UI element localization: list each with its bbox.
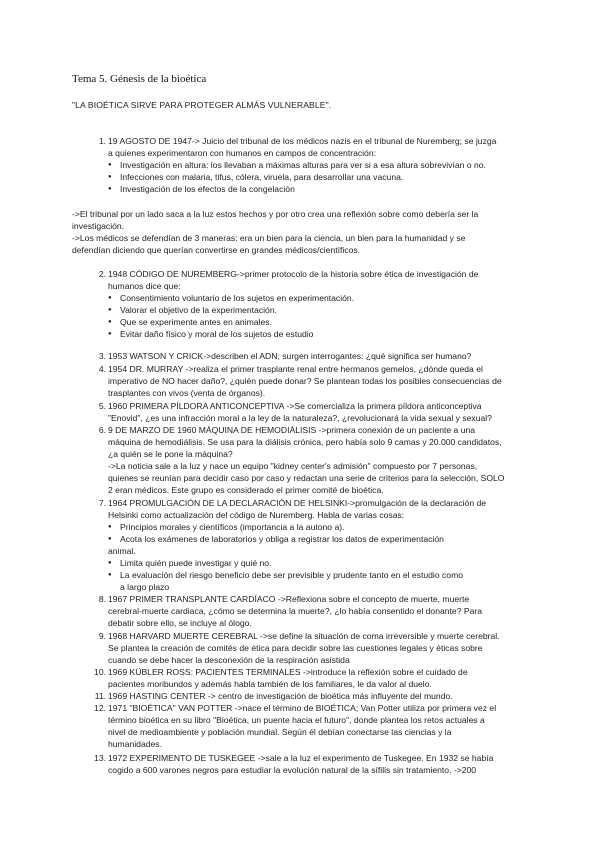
list-item-6 xyxy=(72,424,542,496)
item-text-line: 1972 EXPERIMENTO DE TUSKEGEE ->sale a la luz el experimento de Tuskegee. En 1932 se había xyxy=(108,753,494,763)
item-text-line: 1954 DR. MURRAY ->realiza el primer trasplante renal entre hermanos gemelos, ¿dónde queda el xyxy=(108,364,483,374)
bullet-continuation: a largo plazo xyxy=(120,582,170,592)
bullet-item: ● Que se experimente antes en animales. xyxy=(108,316,542,328)
reflection-paragraph xyxy=(72,208,542,256)
item-number: 8. xyxy=(98,594,106,604)
item-text-line: 19 AGOSTO DE 1947-> Juicio del tribunal de los médicos nazis en el tribunal de Nuremberg; se juzga xyxy=(108,136,497,146)
item-number: 9. xyxy=(98,631,106,641)
item-text-line: 2 eran médicos. Este grupo es considerado el primer comité de bioética. xyxy=(108,485,384,495)
item-text-line: 1948 CÓDIGO DE NUREMBERG->primer protocolo de la historia sobre ética de investigación de xyxy=(108,269,479,279)
item-text-line: ¿a quién se le pone la máquina? xyxy=(108,449,233,459)
item-number: 13. xyxy=(94,753,106,763)
list-item-1 xyxy=(72,135,542,195)
bullet-item: ● Limita quién puede investigar y quié no. xyxy=(108,557,542,569)
item-text-line: imperativo de NO hacer daño?, ¿quién puede donar? Se plantean todas los posibles consecuencias de xyxy=(108,376,502,386)
item-text-line: 1967 PRIMER TRANSPLANTE CARDÍACO ->Reflexiona sobre el concepto de muerte, muerte xyxy=(108,594,470,604)
item-text-line: 1971 "BIOÉTICA" VAN POTTER ->nace el término de BIOÉTICA; Van Potter utiliza por primera vez el xyxy=(108,703,497,713)
item-text-line: 1968 HARVARD MUERTE CEREBRAL ->se define la situación de coma irreversible y muerte cerebral. xyxy=(108,631,500,641)
list-item-5 xyxy=(72,400,542,424)
list-item-2 xyxy=(72,268,542,340)
item-number: 6. xyxy=(98,425,106,435)
quote-line: "LA BIOÉTICA SIRVE PARA PROTEGER ALMÁS VULNERABLE". xyxy=(72,100,332,110)
bullet-item: ● Consentimiento voluntario de los sujetos en experimentación. xyxy=(108,292,542,304)
item-text-line: a quienes experimentaron con humanos en campos de concentración: xyxy=(108,148,377,158)
list-item-7 xyxy=(72,497,542,593)
item-number: 2. xyxy=(98,269,106,279)
item-text-line: humanos dice que: xyxy=(108,281,181,291)
list-item-3 xyxy=(72,350,542,362)
item-text-line: 1953 WATSON Y CRICK->describen el ADN; surgen interrogantes: ¿qué significa ser humano? xyxy=(108,351,472,361)
item-text-line: humanidades. xyxy=(108,739,162,749)
bullet-item: ● Infecciones con malaria, tifus, cólera, viruela, para desarrollar una vacuna. xyxy=(108,171,542,183)
item-number: 1. xyxy=(98,136,106,146)
bullet-item: ● Investigación de los efectos de la congelación xyxy=(108,183,542,195)
item-text-line: cerebral-muerte cardiaca, ¿cómo se determina la muerte?, ¿lo había consentido el donante? Para xyxy=(108,606,483,616)
item-text-line: 1960 PRIMERA PÍLDORA ANTICONCEPTIVA ->Se comercializa la primera píldora anticonceptiva xyxy=(108,401,482,411)
item-text-line: "Enovid", ¿es una infracción moral a la ley de la naturaleza?, ¿revolucionará la vida sexual y sexual? xyxy=(108,413,492,423)
paragraph-line: investigación. xyxy=(72,221,125,231)
item-text-line: 1969 HASTING CENTER -> centro de investigación de bioética más influyente del mundo. xyxy=(108,691,453,701)
list-item-8 xyxy=(72,593,542,629)
item-text-line: Helsinki como actualización del código de Nuremberg. Habla de varias cosas: xyxy=(108,510,405,520)
item-text-line: máquina de hemodiálisis. Se usa para la diálisis crónica, pero había solo 9 camas y 20.000 candidatos, xyxy=(108,437,502,447)
item-text-line: 1964 PROMULGACIÓN DE LA DECLARACIÓN DE HELSINKI->promulgación de la declaración de xyxy=(108,498,487,508)
list-item-9 xyxy=(72,630,542,666)
item-text-line: 1969 KÜBLER ROSS: PACIENTES TERMINALES ->introduce la reflexión sobre el cuidado de xyxy=(108,667,468,677)
bullet-item: ● Evitar daño físico y moral de los sujetos de estudio xyxy=(108,328,542,340)
item-text-line: nivel de medioambiente y población mundial. Según él debían conectarse las ciencias y la xyxy=(108,727,452,737)
list-item-13 xyxy=(72,752,542,776)
item-text-line: Se plantea la creación de comités de ética para decidir sobre las cuestiones legales y éticas sobre xyxy=(108,643,483,653)
item-number: 5. xyxy=(98,401,106,411)
list-item-12 xyxy=(72,702,542,750)
paragraph-line: ->Los médicos se defendían de 3 maneras: era un bien para la ciencia, un bien para la humanidad y se xyxy=(72,233,466,243)
item-number: 10. xyxy=(94,667,106,677)
item-number: 3. xyxy=(98,351,106,361)
item-text-line: cogido a 600 varones negros para estudiar la evolución natural de la sífilis sin tratamiento. ->200 xyxy=(108,765,477,775)
page-title: Tema 5. Génesis de la bioética xyxy=(72,73,207,85)
list-item-4 xyxy=(72,363,542,399)
bullet-item: ● Acota los exámenes de laboratorios y obliga a registrar los datos de experimentación xyxy=(108,533,542,545)
item-text-line: 9 DE MARZO DE 1960 MÁQUINA DE HEMODIÁLISIS ->primera conexión de un paciente a una xyxy=(108,425,476,435)
item-number: 11. xyxy=(94,691,106,701)
list-item-11 xyxy=(72,690,542,702)
item-text-line: término bioética en su libro "Bioética, un puente hacia el futuro", donde plantea los retos actuales a xyxy=(108,715,485,725)
bullet-item: ● Investigación en altura: los llevaban a máximas alturas para ver si a esa altura sobrevivían o no. xyxy=(108,159,542,171)
item-text-line: quienes se reunían para decidir caso por caso y redactan una serie de criterios para la selección, SOLO xyxy=(108,473,505,483)
item-number: 4. xyxy=(98,364,106,374)
bullet-item: ● Principios morales y científicos (importancia a la autono a). xyxy=(108,521,542,533)
list-item-10 xyxy=(72,666,542,690)
paragraph-line: defendían diciendo que querían convertirse en grandes médicos/científicos. xyxy=(72,245,361,255)
item-text-line: pacientes moribundos y además habla también de los familiares, le da valor al duelo. xyxy=(108,679,432,689)
paragraph-line: ->El tribunal por un lado saca a la luz estos hechos y por otro crea una reflexión sobre como debería ser la xyxy=(72,209,479,219)
item-text-line: trasplantes con vivos (venta de órganos). xyxy=(108,388,266,398)
item-text-line: ->La noticia sale a la luz y nace un equipo "kidney center's admisión" compuesto por 7 personas, xyxy=(108,461,478,471)
item-text-line: cuando se debe hacer la desconexión de la respiración asistida xyxy=(108,655,350,665)
bullet-continuation: animal. xyxy=(108,546,136,556)
bullet-item: ● La evaluación del riesgo beneficio debe ser previsible y prudente tanto en el estudio como xyxy=(108,569,542,581)
bullet-item: ● Valorar el objetivo de la experimentación. xyxy=(108,304,542,316)
item-text-line: debatir sobre ello, se incluye al ólogo. xyxy=(108,618,252,628)
item-number: 12. xyxy=(94,703,106,713)
item-number: 7. xyxy=(98,498,106,508)
